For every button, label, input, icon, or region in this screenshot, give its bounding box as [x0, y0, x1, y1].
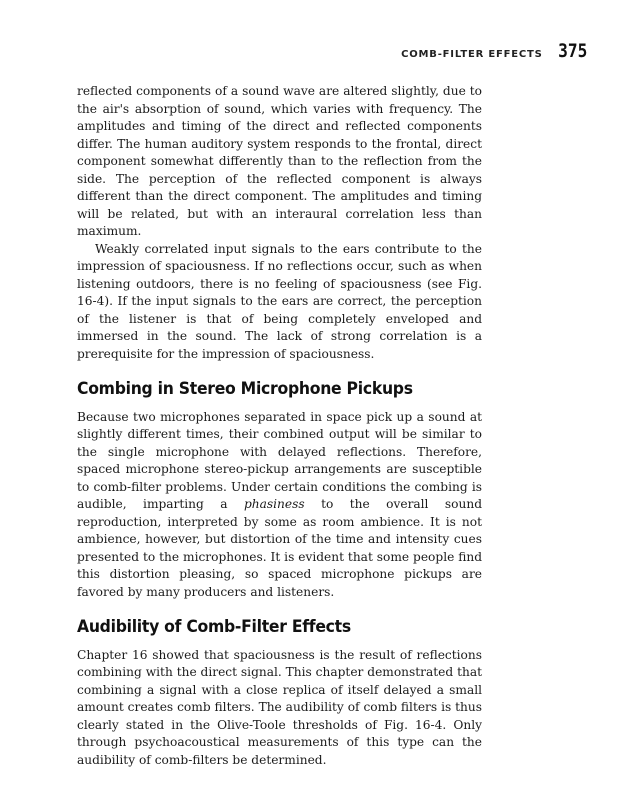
running-head	[401, 40, 587, 62]
paragraph-text: Because two microphones separated in space pick up a sound at slightly different times, their combined output will be similar to the single microphone with delayed reflections. Therefore, spaced microphone stereo-pickup arrangements are susceptible to comb-filter problems. Under certain conditions the combing is audible, imparting a	[77, 409, 482, 511]
paragraph-text: to the overall sound reproduction, interpreted by some as room ambience. It is not ambience, however, but distortion of the time and intensity cues presented to the microphones. It is evident that some people find this distortion pleasing, so spaced microphone pickups are favored by many producers and listeners.	[77, 497, 482, 599]
running-head-title: COMB-FILTER EFFECTS	[401, 49, 543, 60]
page-number: 375	[557, 40, 587, 62]
paragraph: Weakly correlated input signals to the ears contribute to the impression of spaciousness. If no reflections occur, such as when listening outdoors, there is no feeling of spaciousness (see Fig. 16-4). If the input signals to the ears are correct, the perception of the listener is that of being completely enveloped and immersed in the sound. The lack of strong correlation is a prerequisite for the impression of spaciousness.	[77, 241, 482, 361]
italic-term: phasiness	[243, 497, 305, 511]
paragraph: reflected components of a sound wave are altered slightly, due to the air's absorption of sound, which varies with frequency. The amplitudes and timing of the direct and reflected components differ. The human auditory system responds to the frontal, direct component somewhat differently than to the reflection from the side. The perception of the reflected component is always different than the direct component. The amplitudes and timing will be related, but with an interaural correlation less than maximum.	[77, 84, 482, 238]
paragraph	[77, 409, 482, 602]
section-heading-combing: Combing in Stereo Microphone Pickups	[77, 379, 413, 399]
section-heading-audibility: Audibility of Comb-Filter Effects	[77, 617, 351, 637]
paragraph: Chapter 16 showed that spaciousness is the result of reflections combining with the direct signal. This chapter demonstrated that combining a signal with a close replica of itself delayed a small amount creates comb filters. The audibility of comb filters is thus clearly stated in the Olive-Toole thresholds of Fig. 16-4. Only through psychoacoustical measurements of this type can the audibility of comb-filters be determined.	[77, 647, 482, 767]
body-text	[77, 83, 482, 769]
